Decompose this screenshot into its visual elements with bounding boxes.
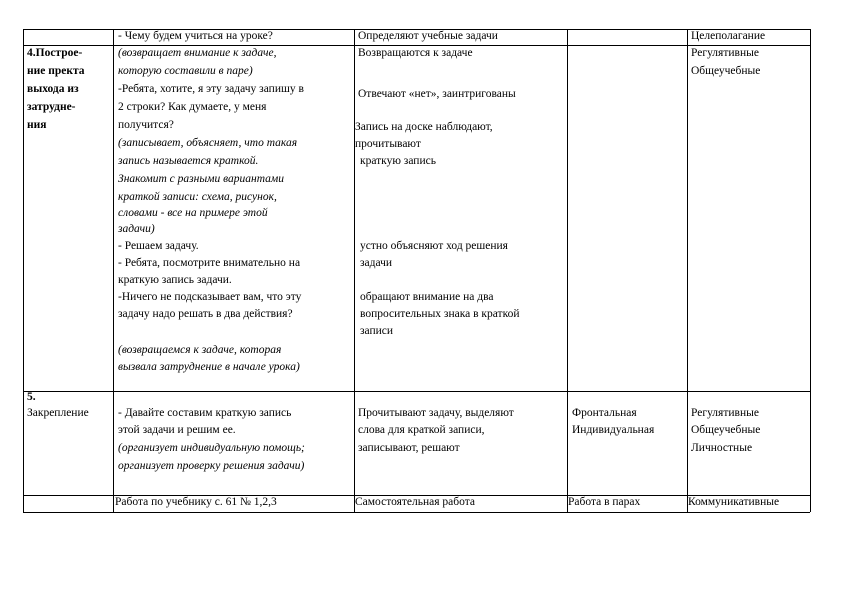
row4-teacher-p3-line-5: словами - все на примере этой — [118, 207, 268, 219]
row4-uud-line-1: Регулятивные — [691, 47, 759, 59]
row4-teacher-p5-line-2: вызвала затруднение в начале урока) — [118, 361, 300, 373]
row4-teacher-p3-line-3: Знакомит с разными вариантами — [118, 173, 284, 185]
row5-teacher-p1-line-1: - Давайте составим краткую запись — [118, 407, 292, 419]
row4-teacher-p1-line-2: которую составили в паре) — [118, 65, 253, 77]
row4-teacher-p2-line-2: 2 строки? Как думаете, у меня — [118, 101, 267, 113]
row4-students-a5-line-1: обращают внимание на два — [360, 291, 494, 303]
row4-teacher-p4-line-3: краткую запись задачи. — [118, 274, 232, 286]
row4-stage-line-2: ние пректа — [27, 65, 85, 77]
row4-stage-line-5: ния — [27, 119, 47, 131]
row5-teacher-p1-line-2: этой задачи и решим ее. — [118, 424, 236, 436]
row4-students-a4-line-1: устно объясняют ход решения — [360, 240, 508, 252]
row4-teacher-p4-line-5: задачу надо решать в два действия? — [118, 308, 293, 320]
column-divider-1 — [113, 29, 114, 512]
row5-uud-line-3: Личностные — [691, 442, 753, 454]
row4-teacher-p3-line-2: запись называется краткой. — [118, 155, 259, 167]
row4-students-a3-line-3: краткую запись — [360, 155, 436, 167]
row5-stage-number: 5. — [27, 391, 36, 403]
row5-uud-line-1: Регулятивные — [691, 407, 759, 419]
table-rule-bottom — [23, 512, 810, 513]
row4-teacher-p4-line-2: - Ребята, посмотрите внимательно на — [118, 257, 301, 269]
cell-top-students: Определяют учебные задачи — [358, 30, 498, 42]
row4-teacher-p5-line-1: (возвращаемся к задаче, которая — [118, 344, 282, 356]
column-divider-3 — [567, 29, 568, 512]
table-border-right — [810, 29, 811, 512]
table-border-left — [23, 29, 24, 512]
cell-bottom-students: Самостоятельная работа — [355, 496, 475, 508]
row4-teacher-p3-line-1: (записывает, объясняет, что такая — [118, 137, 298, 149]
column-divider-2 — [354, 29, 355, 512]
row4-students-a3-line-2: прочитывают — [355, 138, 421, 150]
row4-teacher-p4-line-4: -Ничего не подсказывает вам, что эту — [118, 291, 302, 303]
row4-stage-line-3: выхода из — [27, 83, 79, 95]
row4-stage-line-1: 4.Построе- — [27, 47, 83, 59]
row4-uud-line-2: Общеучебные — [691, 65, 761, 77]
row4-stage-line-4: затрудне- — [27, 101, 76, 113]
row5-teacher-p2-line-1: (организует индивидуальную помощь; — [118, 442, 305, 454]
row5-uud-line-2: Общеучебные — [691, 424, 761, 436]
column-divider-4 — [687, 29, 688, 512]
row4-students-a5-line-2: вопросительных знака в краткой — [360, 308, 520, 320]
row4-students-a2: Отвечают «нет», заинтригованы — [358, 88, 516, 100]
cell-bottom-uud: Коммуникативные — [688, 496, 780, 508]
row4-students-a1: Возвращаются к задаче — [358, 47, 473, 59]
row4-teacher-p2-line-1: -Ребята, хотите, я эту задачу запишу в — [118, 83, 304, 95]
row4-students-a4-line-2: задачи — [360, 257, 393, 269]
row4-teacher-p3-line-6: задачи) — [118, 223, 155, 235]
row4-teacher-p3-line-4: краткой записи: схема, рисунок, — [118, 191, 277, 203]
row4-teacher-p4-line-1: - Решаем задачу. — [118, 240, 199, 252]
cell-bottom-form: Работа в парах — [568, 496, 641, 508]
row4-students-a5-line-3: записи — [360, 325, 394, 337]
cell-bottom-teacher: Работа по учебнику с. 61 № 1,2,3 — [115, 496, 277, 508]
row4-teacher-p1-line-1: (возвращает внимание к задаче, — [118, 47, 277, 59]
row4-students-a3-line-1: Запись на доске наблюдают, — [355, 121, 493, 133]
cell-top-uud: Целеполагание — [691, 30, 766, 42]
cell-top-teacher: - Чему будем учиться на уроке? — [118, 30, 273, 42]
row5-stage-title: Закрепление — [27, 407, 89, 419]
row5-students-line-1: Прочитывают задачу, выделяют — [358, 407, 514, 419]
row5-students-line-2: слова для краткой записи, — [358, 424, 485, 436]
row5-form-line-2: Индивидуальная — [572, 424, 655, 436]
row5-teacher-p2-line-2: организует проверку решения задачи) — [118, 460, 305, 472]
row4-teacher-p2-line-3: получится? — [118, 119, 174, 131]
row5-form-line-1: Фронтальная — [572, 407, 637, 419]
row5-students-line-3: записывают, решают — [358, 442, 460, 454]
table-rule-row5 — [23, 391, 810, 392]
